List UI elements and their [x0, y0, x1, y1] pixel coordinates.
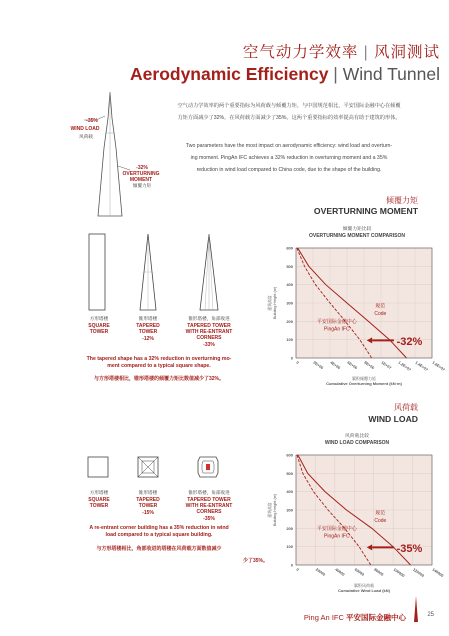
- om-chart-ytick-label: 100: [286, 337, 293, 343]
- om-callout-en1: OVERTURNING: [122, 171, 160, 177]
- page-number: 25: [427, 612, 434, 618]
- om-tower-1-cn: 方形塔楼: [89, 316, 109, 321]
- om-chart-pingan-label-en: PingAn IFC: [324, 326, 350, 333]
- wl-tower-3-en1: TAPERED TOWER: [187, 497, 231, 503]
- wl-section-en: WIND LOAD: [368, 414, 418, 424]
- om-chart-xtick-label: 1.2E+07: [397, 360, 412, 373]
- wl-chart-ylabel: Building Height (m): [273, 493, 277, 527]
- wl-chart-ytick-label: 400: [286, 489, 293, 495]
- om-tower-3-en3: CORNERS: [196, 335, 222, 341]
- om-chart-xlabel-cn: 累积倾覆力矩: [352, 376, 376, 381]
- wl-chart-title-en: WIND LOAD COMPARISON: [324, 440, 390, 446]
- wl-chart-pingan-label-en: PingAn IFC: [324, 533, 350, 540]
- footer: Ping An IFC 平安国际金融中心: [303, 613, 406, 622]
- wl-tower-3-pct: -35%: [203, 516, 215, 522]
- wl-tower-3-en2: WITH RE-ENTRANT: [185, 503, 233, 509]
- wl-chart: [262, 447, 445, 593]
- om-chart-ytick-label: 600: [286, 245, 293, 251]
- om-tower-2-en1: TAPERED: [136, 323, 160, 329]
- om-chart-xtick-label: 1.4E+07: [414, 360, 429, 373]
- om-chart-reduction-pct: -32%: [396, 335, 423, 348]
- om-chart-code-label-cn: 规范: [375, 303, 386, 310]
- intro-cn-line-1: 空气动力学效率的两个重要指标为风荷载与倾覆力矩。与中国规范相比，平安国际金融中心在倾覆: [177, 103, 401, 109]
- wind-load-callout-cn: 风荷载: [79, 134, 93, 139]
- om-callout-pct: -32%: [136, 165, 148, 171]
- om-callout-cn: 倾覆力矩: [132, 183, 152, 188]
- om-tower-2-pct: -12%: [142, 336, 154, 342]
- wl-tower-2-pct: -15%: [142, 510, 154, 516]
- wl-tower-2-cn: 锥形塔楼: [138, 490, 158, 495]
- wl-chart-ytick-label: 500: [286, 470, 293, 476]
- wl-chart-ytick-label: 600: [286, 452, 293, 458]
- wl-tower-2-en1: TAPERED: [136, 497, 160, 503]
- wl-chart-ylabel-cn: 建筑高度: [268, 502, 272, 518]
- wl-chart-xtick-label: 100000: [392, 567, 406, 579]
- wl-chart-ytick-label: 300: [286, 507, 293, 513]
- wl-tower-3-en3: CORNERS: [196, 509, 222, 515]
- wind-load-callout-pct: -35%: [86, 118, 98, 124]
- footer-tower-icon: [412, 596, 420, 622]
- om-tower-3-cn: 锥形塔楼，角部收进: [188, 316, 230, 321]
- om-chart-pingan-label-cn: 平安国际金融中心: [316, 318, 357, 325]
- om-chart: [262, 240, 446, 386]
- om-tower-elevations: [78, 232, 268, 314]
- om-section-cn: 倾覆力矩: [386, 196, 418, 205]
- om-tower-3-en1: TAPERED TOWER: [187, 323, 231, 329]
- om-chart-ytick-label: 400: [286, 282, 293, 288]
- om-section-en: OVERTURNING MOMENT: [313, 206, 418, 216]
- wl-chart-code-label-en: Code: [374, 518, 387, 525]
- wl-chart-xtick-label: 80000: [373, 567, 385, 577]
- intro-en-line-3: reduction in wind load compared to China code, due to the shape of the building.: [196, 167, 382, 173]
- wind-load-callout-en: WIND LOAD: [70, 126, 100, 132]
- om-chart-title-en: OVERTURNING MOMENT COMPARISON: [308, 233, 406, 239]
- om-tower-3-pct: -33%: [203, 342, 215, 348]
- wl-chart-pingan-label-cn: 平安国际金融中心: [316, 525, 357, 532]
- wl-chart-code-label-cn: 规范: [375, 510, 386, 517]
- om-chart-xlabel: Cumulative Overturning Moment (kN·m): [326, 381, 402, 386]
- wl-note-cn-2: 少了35%。: [242, 558, 268, 564]
- om-tower-1-en1: SQUARE: [88, 323, 110, 329]
- om-chart-title-cn: 倾覆力矩比较: [342, 227, 372, 232]
- wl-chart-reduction-pct: -35%: [396, 542, 423, 555]
- om-tower-1-en2: TOWER: [89, 329, 109, 335]
- wl-note-cn-1: 与方形塔楼相比，角部收进的塔楼在风荷载方面数值减少: [96, 546, 222, 552]
- intro-en-line-2: ing moment. PingAn IFC achieves a 32% reduction in overturning moment and a 35%: [190, 155, 388, 161]
- wl-chart-ytick-label: 100: [286, 544, 293, 550]
- om-tower-2-cn: 锥形塔楼: [138, 316, 158, 321]
- om-chart-xtick-label: 2E+06: [312, 360, 324, 371]
- wl-tower-1-en1: SQUARE: [88, 497, 110, 503]
- om-chart-xtick-label: 8E+06: [363, 360, 375, 371]
- wl-note-en: A re-entrant corner building has a 35% reduction in wind load compared to a typical square building.: [89, 525, 229, 539]
- tower-illustration: [0, 88, 160, 218]
- om-note-cn: 与方形塔楼相比，锥形塔楼的倾覆力矩比数值减少了32%。: [93, 376, 224, 382]
- wl-tower-2-en2: TOWER: [138, 503, 158, 509]
- om-chart-xtick-label: 0: [295, 360, 300, 366]
- om-chart-xtick-label: 1E+07: [380, 360, 392, 371]
- wl-tower-1-en2: TOWER: [89, 503, 109, 509]
- wl-tower-1-cn: 方形塔楼: [89, 490, 109, 495]
- wl-chart-xtick-label: 120000: [411, 567, 425, 579]
- om-chart-ytick-label: 300: [286, 300, 293, 306]
- page-title-cn: 空气动力学效率 | 风洞测试: [242, 44, 440, 61]
- wl-chart-xtick-label: 40000: [334, 567, 346, 577]
- om-chart-ylabel-cn: 建筑高度: [268, 295, 272, 311]
- wl-chart-xlabel: Cumulative Wind Load (kN): [338, 588, 390, 593]
- om-chart-xtick-label: 6E+06: [346, 360, 358, 371]
- wl-chart-ytick-label: 200: [286, 525, 293, 531]
- om-chart-xtick-label: 4E+06: [329, 360, 341, 371]
- om-tower-3-en2: WITH RE-ENTRANT: [185, 329, 233, 335]
- wl-chart-ytick-label: 0: [290, 562, 293, 568]
- wl-chart-xlabel-cn: 累积风荷载: [354, 583, 374, 588]
- intro-cn-line-2: 力矩方面减少了32%，在风荷载方面减少了35%。这两个重要指标的效率提高有助于建筑的形体。: [177, 115, 401, 121]
- wl-tower-plans: [78, 452, 268, 486]
- om-callout-en2: MOMENT: [129, 177, 153, 183]
- wl-chart-xtick-label: 60000: [353, 567, 365, 577]
- om-chart-xtick-label: 1.6E+07: [431, 360, 446, 373]
- wl-chart-xtick-label: 0: [295, 567, 300, 573]
- page-title-en: Aerodynamic Efficiency | Wind Tunnel: [130, 64, 440, 84]
- wl-chart-xtick-label: 20000: [314, 567, 326, 577]
- wl-chart-xtick-label: 140000: [431, 567, 445, 579]
- om-chart-ytick-label: 0: [290, 355, 293, 361]
- om-chart-ytick-label: 500: [286, 263, 293, 269]
- intro-en-line-1: Two parameters have the most impact on aerodynamic efficiency: wind load and overturn-: [185, 143, 393, 149]
- om-chart-ylabel: Building Height (m): [273, 286, 277, 320]
- om-chart-code-label-en: Code: [374, 311, 387, 318]
- wl-chart-title-cn: 风荷载比较: [345, 434, 369, 439]
- om-chart-ytick-label: 200: [286, 318, 293, 324]
- om-tower-2-en2: TOWER: [138, 329, 158, 335]
- wl-tower-3-cn: 锥形塔楼，角部收进: [188, 490, 230, 495]
- om-note-en: The tapered shape has a 32% reduction in overturning mo- ment compared to a typical square shape.: [86, 356, 232, 370]
- wl-section-cn: 风荷载: [394, 403, 418, 412]
